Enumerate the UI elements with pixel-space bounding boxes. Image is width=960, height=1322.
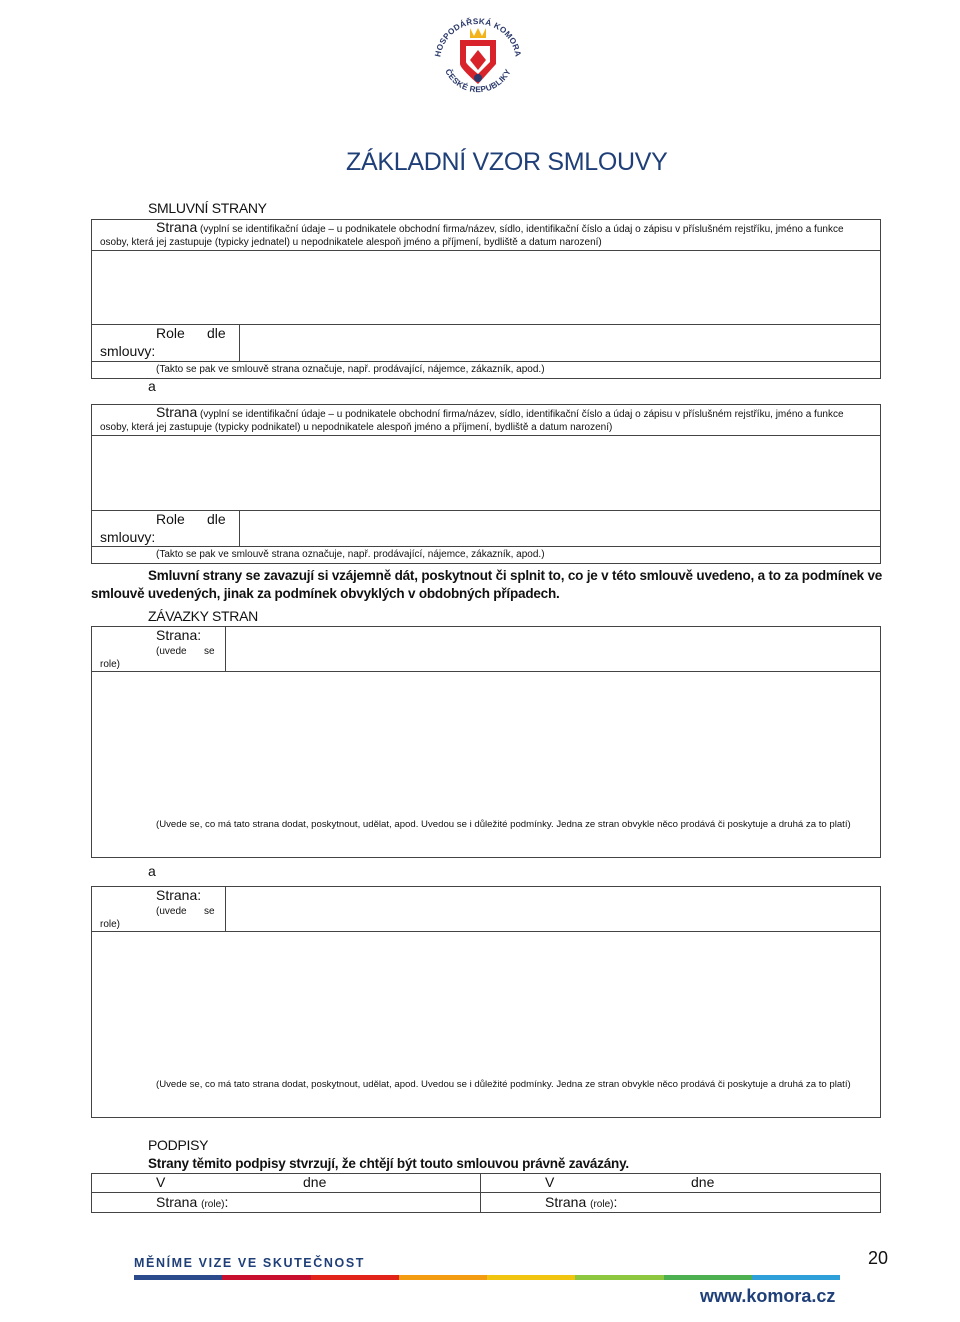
party1-role-hint: (Takto se pak ve smlouvě strana označuje, např. prodávající, nájemce, zákazník, apod.) xyxy=(156,364,545,375)
obligation2-footnote: (Uvede se, co má tato strana dodat, poskytnout, udělat, apod. Uvedou se i důležité podmínky. Jedna ze stran obvykle něco prodává či poskytuje a druhá za to platí) xyxy=(156,1079,851,1090)
party2-role-field[interactable] xyxy=(241,512,879,545)
party2-identification-field[interactable] xyxy=(100,437,874,508)
sign-left-party xyxy=(156,1194,228,1210)
party1-header xyxy=(100,221,874,249)
footer-url[interactable]: www.komora.cz xyxy=(700,1286,836,1306)
obligation2-role-field[interactable] xyxy=(227,888,879,930)
parties-statement: Smluvní strany se zavazují si vzájemně dát, poskytnout či splnit to, co je v této smlouvě uvedeno, a to za podmínek ve smlouvě uvedených, jinak za podmínek obvyklých v obdobných případech. xyxy=(91,568,883,601)
signatures-heading: PODPISY xyxy=(148,1137,209,1153)
and-connector-1: a xyxy=(148,378,156,394)
party1-identification-field[interactable] xyxy=(100,252,874,322)
obligation1-role-hint-uvede: (uvede xyxy=(156,646,187,657)
sign-left-place-label: V xyxy=(156,1174,166,1190)
stripe-segment-7 xyxy=(752,1275,840,1280)
party2-role-hint: (Takto se pak ve smlouvě strana označuje, např. prodávající, nájemce, zákazník, apod.) xyxy=(156,549,545,560)
stripe-segment-3 xyxy=(399,1275,487,1280)
sign-right-date-label: dne xyxy=(691,1174,715,1190)
party1-hint: (vyplní se identifikační údaje – u podnikatele obchodní firma/název, sídlo, identifikační číslo a údaj o zápisu v příslušném rejstříku, jméno a funkce osoby, která jej zastupuje (typicky jednatel) u nepodnikatele alespoň jméno a příjmení, bydliště a datum narození) xyxy=(100,224,844,248)
logo-text-top: HOSPODÁŘSKÁ KOMORA xyxy=(433,16,523,58)
logo-text-bottom: ČESKÉ REPUBLIKY xyxy=(443,67,513,95)
obligation1-role-hint-role: role) xyxy=(100,659,121,670)
sign-right-colon: : xyxy=(613,1194,618,1210)
stripe-segment-0 xyxy=(134,1275,222,1280)
party1-role-label-role: Role xyxy=(156,325,185,341)
obligation1-footnote: (Uvede se, co má tato strana dodat, poskytnout, udělat, apod. Uvedou se i důležité podmínky. Jedna ze stran obvykle něco prodává či poskytuje a druhá za to platí) xyxy=(156,819,851,830)
sign-left-date-label: dne xyxy=(303,1174,327,1190)
obligation1-role-hint-se: se xyxy=(204,646,215,657)
party1-role-label-dle: dle xyxy=(207,325,226,341)
parties-heading: SMLUVNÍ STRANY xyxy=(148,200,267,216)
party2-hint: (vyplní se identifikační údaje – u podnikatele obchodní firma/název, sídlo, identifikační číslo a údaj o zápisu v příslušném rejstříku, jméno a funkce osoby, která jej zastupuje (typicky podnikatel) u nepodnikatele alespoň jméno a příjmení, bydliště a datum narození) xyxy=(100,409,844,433)
party2-label: Strana xyxy=(156,404,198,420)
party2-role-label-role: Role xyxy=(156,511,185,527)
obligation2-role-hint-uvede: (uvede xyxy=(156,906,187,917)
stripe-segment-6 xyxy=(664,1275,752,1280)
party2-role-label-dle: dle xyxy=(207,511,226,527)
obligation2-role-hint-se: se xyxy=(204,906,215,917)
obligation2-label: Strana: xyxy=(156,887,202,903)
signatures-statement: Strany těmito podpisy stvrzují, že chtějí být touto smlouvou právně zavázány. xyxy=(148,1156,629,1171)
obligation1-role-field[interactable] xyxy=(227,628,879,670)
sign-left-strana: Strana xyxy=(156,1194,198,1210)
obligation1-text-field[interactable] xyxy=(100,674,874,814)
sign-right-strana: Strana xyxy=(545,1194,587,1210)
party1-label: Strana xyxy=(156,219,198,235)
chamber-logo xyxy=(426,6,530,106)
party1-role-label-smlouvy: smlouvy: xyxy=(100,343,156,359)
sign-right-place-label: V xyxy=(545,1174,555,1190)
document-title: ZÁKLADNÍ VZOR SMLOUVY xyxy=(346,148,668,176)
obligations-heading: ZÁVAZKY STRAN xyxy=(148,608,258,624)
obligation1-label: Strana: xyxy=(156,627,202,643)
sign-right-role: (role) xyxy=(590,1199,614,1210)
and-connector-2: a xyxy=(148,863,156,879)
footer-slogan: MĚNÍME VIZE VE SKUTEČNOST xyxy=(134,1256,365,1270)
obligation2-text-field[interactable] xyxy=(100,934,874,1074)
party2-header xyxy=(100,406,874,434)
sign-right-party xyxy=(545,1194,617,1210)
party2-role-label-smlouvy: smlouvy: xyxy=(100,529,156,545)
sign-left-role: (role) xyxy=(201,1199,225,1210)
stripe-segment-2 xyxy=(311,1275,399,1280)
stripe-segment-4 xyxy=(487,1275,575,1280)
stripe-segment-1 xyxy=(222,1275,310,1280)
obligation2-role-hint-role: role) xyxy=(100,919,121,930)
page-number: 20 xyxy=(868,1248,889,1268)
footer-color-stripe xyxy=(134,1275,840,1280)
sign-left-colon: : xyxy=(224,1194,229,1210)
party1-role-field[interactable] xyxy=(241,326,879,360)
stripe-segment-5 xyxy=(575,1275,663,1280)
